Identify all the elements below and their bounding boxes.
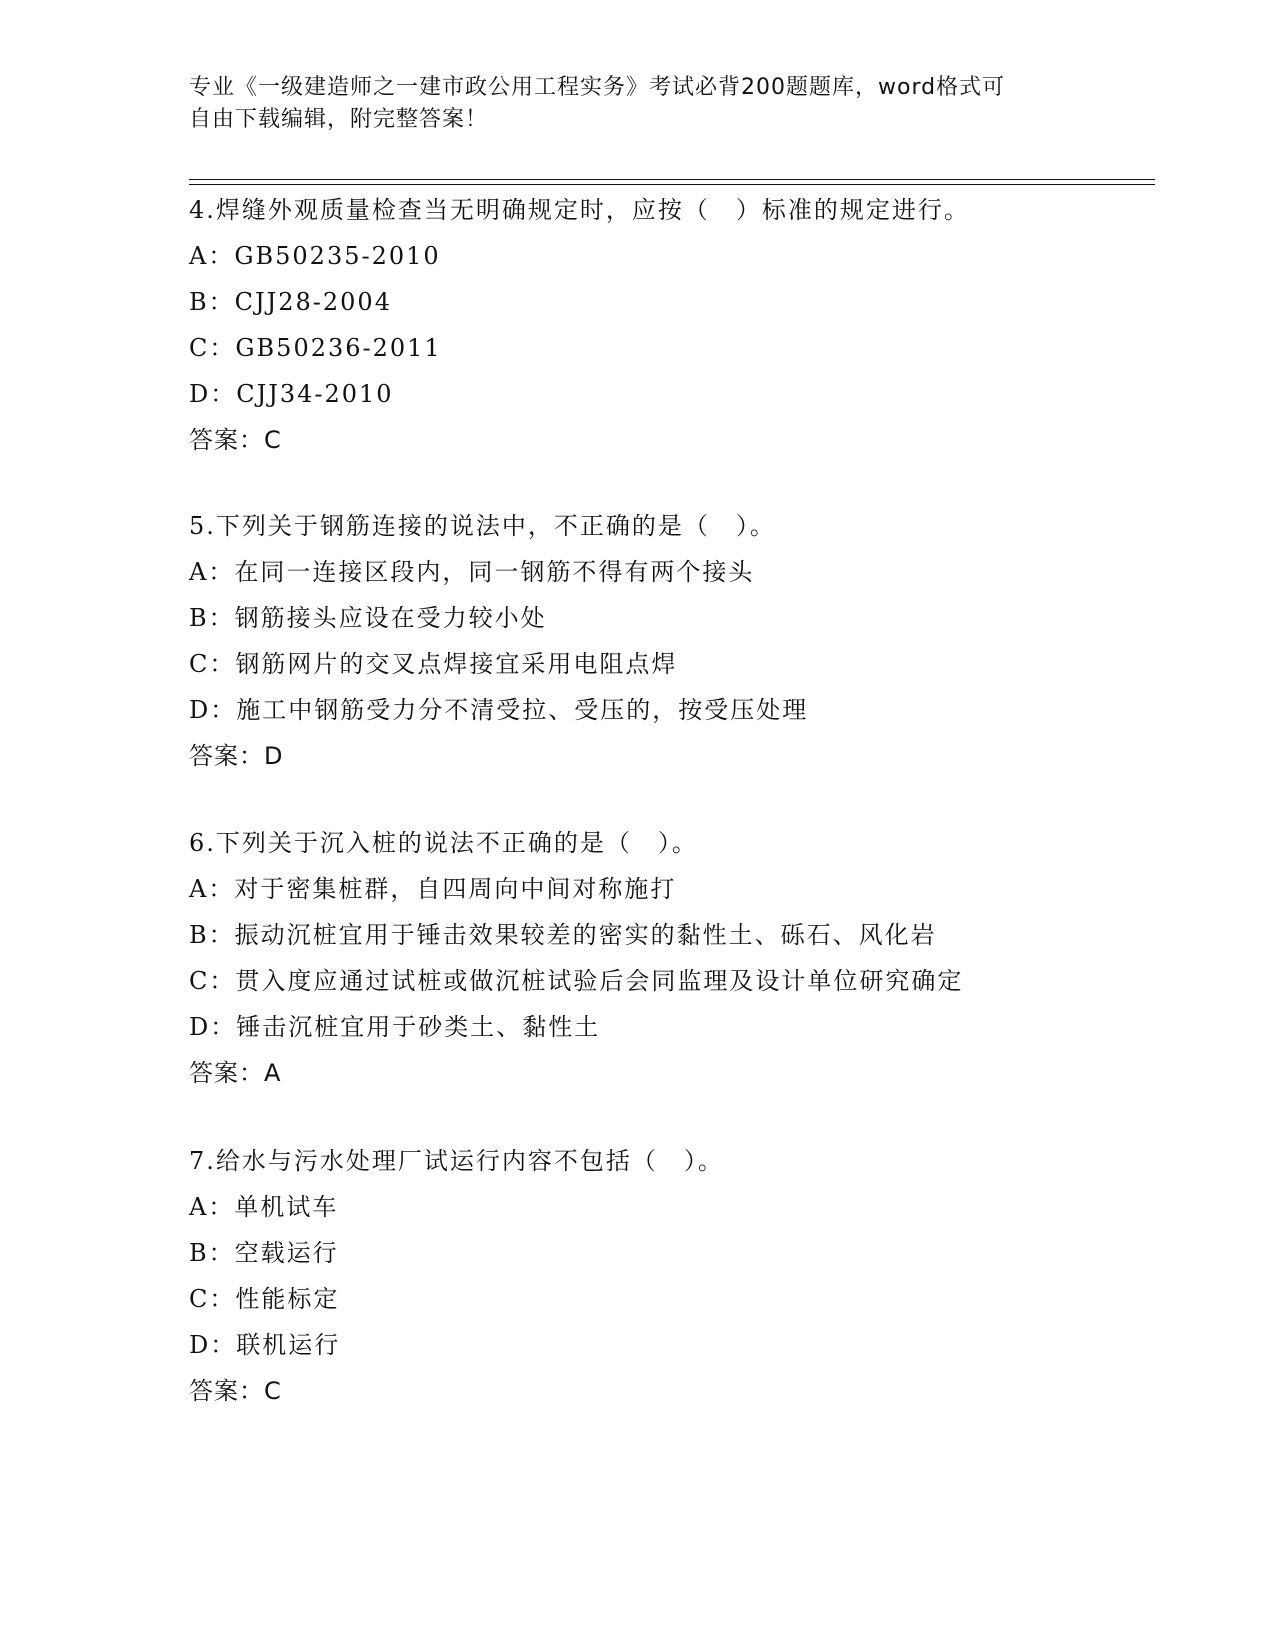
option-a: A：对于密集桩群，自四周向中间对称施打 [189,875,677,903]
question-7 [189,1138,1139,1414]
option-a: A：在同一连接区段内，同一钢筋不得有两个接头 [189,558,755,586]
option-a: A：单机试车 [189,1193,339,1221]
header-line-2: 自由下载编辑，附完整答案！ [189,107,489,132]
option-c: C：钢筋网片的交叉点焊接宜采用电阻点焊 [189,650,678,678]
header-divider-top [189,179,1155,180]
question-stem: 6.下列关于沉入桩的说法不正确的是（ ）。 [189,829,698,857]
option-c: C：贯入度应通过试桩或做沉桩试验后会同监理及设计单位研究确定 [189,967,964,995]
header-divider-bottom [189,184,1155,185]
option-b: B：CJJ28-2004 [189,288,392,316]
option-c: C：GB50236-2011 [189,334,442,362]
answer: 答案：D [189,742,284,770]
header-line-1: 专业《一级建造师之一建市政公用工程实务》考试必背200题题库，word格式可 [189,75,1006,100]
option-b: B：钢筋接头应设在受力较小处 [189,604,547,632]
question-4 [189,187,1139,463]
answer: 答案：C [189,1377,282,1405]
option-d: D：联机运行 [189,1331,341,1359]
answer: 答案：C [189,426,282,454]
answer: 答案：A [189,1059,282,1087]
question-stem: 4.焊缝外观质量检查当无明确规定时，应按（ ）标准的规定进行。 [189,196,970,224]
option-d: D：锤击沉桩宜用于砂类土、黏性土 [189,1013,601,1041]
option-b: B：空载运行 [189,1239,339,1267]
option-d: D：施工中钢筋受力分不清受拉、受压的，按受压处理 [189,696,809,724]
question-stem: 5.下列关于钢筋连接的说法中，不正确的是（ ）。 [189,512,776,540]
option-a: A：GB50235-2010 [189,242,441,270]
option-c: C：性能标定 [189,1285,340,1313]
question-stem: 7.给水与污水处理厂试运行内容不包括（ ）。 [189,1147,724,1175]
question-5 [189,503,1139,779]
question-6 [189,820,1139,1096]
document-header [189,72,1089,136]
option-b: B：振动沉桩宜用于锤击效果较差的密实的黏性土、砾石、风化岩 [189,921,937,949]
option-d: D：CJJ34-2010 [189,380,394,408]
